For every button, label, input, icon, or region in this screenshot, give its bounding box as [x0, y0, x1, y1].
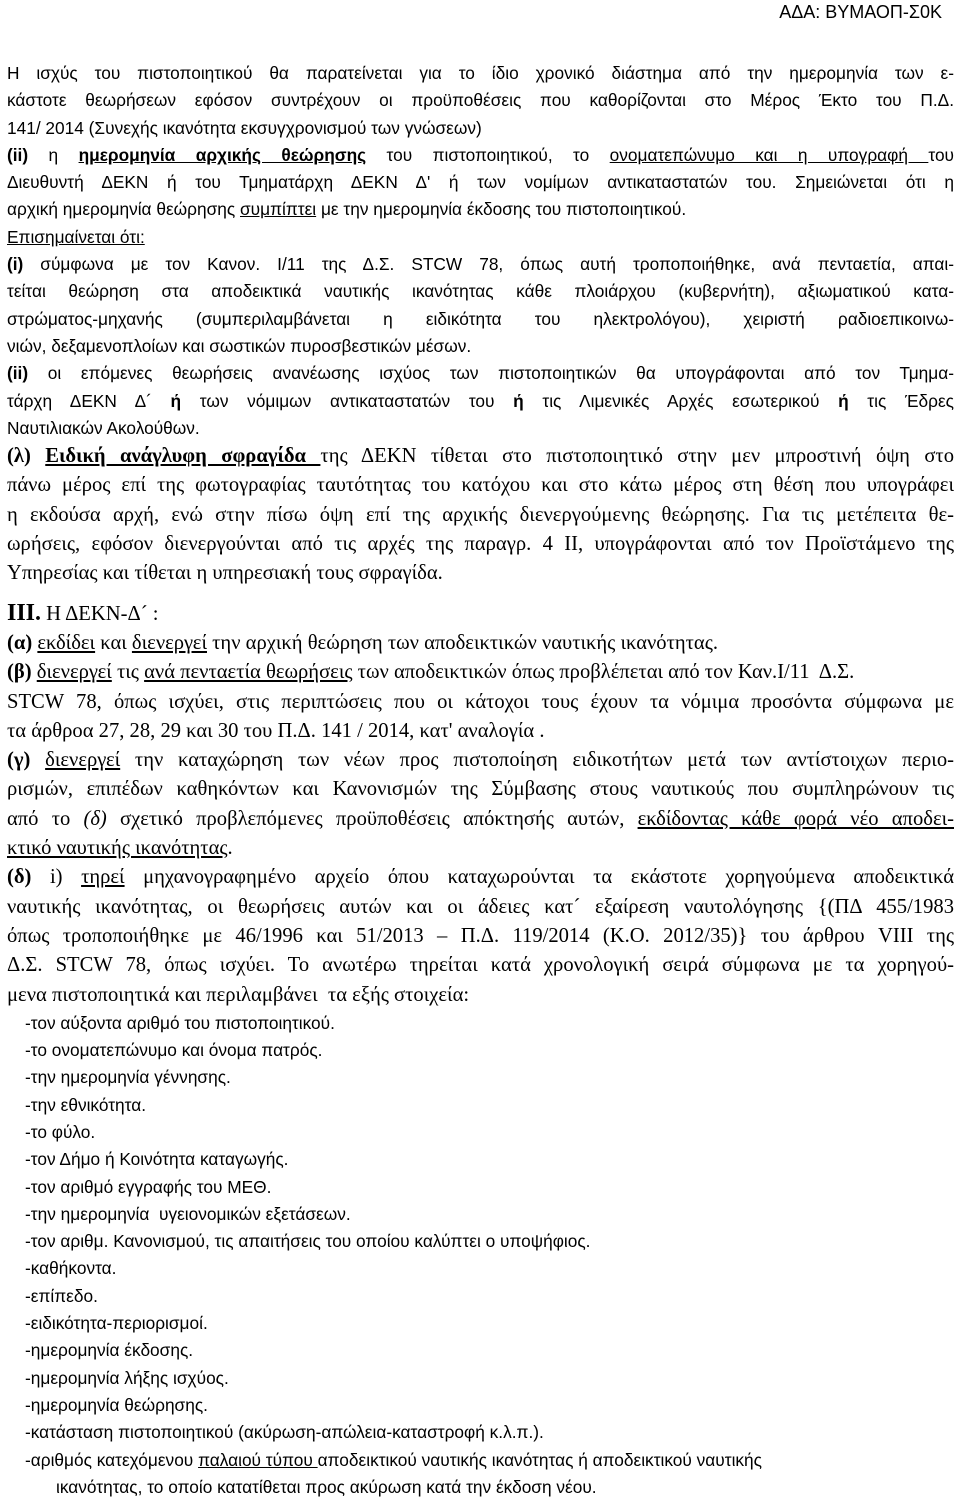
- list-item: -το φύλο.: [25, 1121, 96, 1142]
- emphasis-text: ή: [170, 390, 182, 411]
- ada-header: ΑΔΑ: ΒΥΜΑΟΠ-Σ0Κ: [779, 2, 942, 22]
- underlined-text: συμπίπτει: [240, 199, 317, 220]
- text-fragment: i): [31, 866, 82, 889]
- text-fragment: τις Έδρες: [848, 390, 954, 411]
- section-heading: [7, 599, 954, 629]
- item-number: (α): [7, 631, 33, 654]
- text-line: τα άρθροα 27, 28, 29 και 30 του Π.Δ. 141 / 2014, κατ' αναλογία .: [7, 719, 545, 742]
- text-fragment: μηχανογραφημένο αρχείο όπου καταχωρούνται τα εκάστοτε χορηγούμενα αποδεικτικά: [124, 866, 954, 889]
- text-line: Διευθυντή ΔΕΚΝ ή του Τμηματάρχη ΔΕΚΝ Δ' ή των νομίμων αντικαταστατών του. Σημειώνεται ότι η: [7, 172, 954, 193]
- text-line: τείται θεώρηση στα αποδεικτικά ναυτικής ικανότητας κάθε πλοιάρχου (κυβερνήτη), αξιωματικού κατα-: [7, 281, 954, 302]
- text-fragment: της ΔΕΚΝ τίθεται στο πιστοποιητικό στην μεν μπροστινή όψη στο: [320, 445, 954, 468]
- text-line: [7, 360, 954, 387]
- emphasis-text: ή: [838, 390, 849, 411]
- text-fragment: των νόμιμων αντικαταστατών του: [181, 390, 514, 411]
- text-line: [7, 834, 954, 863]
- text-line: [7, 442, 954, 471]
- document-body: [7, 60, 954, 1501]
- list-item: -τον αριθμ. Κανονισμού, τις απαιτήσεις του οποίου καλύπτει ο υποψήφιος.: [25, 1231, 591, 1252]
- item-number: (β): [7, 661, 32, 684]
- list-item: -ειδικότητα-περιορισμοί.: [25, 1313, 208, 1334]
- text-fragment: οι επόμενες θεωρήσεις ανανέωσης ισχύος των πιστοποιητικών θα υπογράφονται από τον Τμημα-: [28, 363, 954, 384]
- list-item: -το ονοματεπώνυμο και όνομα πατρός.: [25, 1040, 323, 1061]
- text-line: Υπηρεσίας και τίθεται η υπηρεσιακή τους σφραγίδα.: [7, 562, 443, 585]
- text-line: όπως τροποποιήθηκε με 46/1996 και 51/2013 – Π.Δ. 119/2014 (Κ.Ο. 2012/35)} του άρθρου VIII της: [7, 924, 954, 947]
- text-fragment: σχετικό προβλεπόμενες προϋποθέσεις απόκτησής αυτών,: [106, 807, 638, 830]
- emphasis-text: Ειδική ανάγλυφη σφραγίδα: [45, 445, 321, 468]
- text-line: [7, 863, 954, 892]
- underlined-text: τηρεί: [81, 866, 125, 889]
- underlined-text: παλαιού τύπου: [198, 1449, 318, 1470]
- text-fragment: αρχική ημερομηνία θεώρησης: [7, 199, 240, 220]
- text-line: [7, 251, 954, 278]
- text-line: STCW 78, όπως ισχύει, στις περιπτώσεις που οι κάτοχοι τους έχουν τα νόμιμα προσόντα σύμφωνα με: [7, 690, 954, 713]
- text-fragment: τις: [111, 661, 145, 684]
- text-fragment: η: [28, 144, 79, 165]
- text-fragment: και: [95, 631, 132, 654]
- text-line: Δ.Σ. STCW 78, όπως ισχύει. Το ανωτέρω τηρείται κατά χρονολογική σειρά σύμφωνα με τα χορηγού-: [7, 954, 954, 977]
- text-line: κάστοτε θεωρήσεων εφόσον συντρέχουν οι προϋποθέσεις που καθορίζονται στο Μέρος Έκτο του Π.Δ.: [7, 90, 954, 111]
- text-line: ωρήσεις, εφόσον διενεργούνται από τις αρχές της παραγρ. 4 ΙΙ, υπογράφονται από τον Προϊστάμενο της: [7, 533, 954, 556]
- text-fragment: την αρχική θεώρηση των αποδεικτικών ναυτικής ικανότητας.: [207, 631, 719, 654]
- item-number: (λ): [7, 445, 31, 468]
- text-fragment: σύμφωνα με τον Κανον. Ι/11 της Δ.Σ. STCW 78, όπως αυτή τροποποιήθηκε, ανά πενταετία, απαι-: [23, 254, 954, 275]
- text-line: [7, 388, 954, 415]
- text-line: [7, 658, 954, 687]
- text-fragment: από το: [7, 807, 84, 830]
- note-section: [7, 224, 954, 442]
- text-line: ναυτικής ικανότητας, οι θεωρήσεις αυτών και οι άδειες κατ´ εξαίρεση ναυτολόγησης {(ΠΔ 455/1983: [7, 895, 954, 918]
- underlined-text: διενεργεί: [45, 749, 121, 772]
- text-line: [7, 142, 954, 169]
- item-number: (i): [7, 254, 24, 275]
- text-line: Ναυτιλιακών Ακολούθων.: [7, 417, 200, 438]
- list-item: -ημερομηνία λήξης ισχύος.: [25, 1367, 229, 1388]
- text-fragment: του: [928, 144, 955, 165]
- text-line: 141/ 2014 (Συνεχής ικανότητα εκσυγχρονισμού των γνώσεων): [7, 117, 482, 138]
- text-line: στρώματος-μηχανής (συμπεριλαμβάνεται η ειδικότητα του ηλεκτρολόγου), χειριστή ραδιοεπικοινω-: [7, 308, 954, 329]
- list-item: -ημερομηνία έκδοσης.: [25, 1340, 194, 1361]
- underlined-text: διενεργεί: [36, 661, 112, 684]
- text-line: [7, 629, 954, 658]
- text-line: ρισμών, επιπέδων καθηκόντων και Κανονισμών της Σύμβασης στους ναυτικούς που συμπληρώνουν τις: [7, 778, 954, 801]
- text-fragment: των αποδεικτικών όπως προβλέπεται από τον Καν.Ι/11 Δ.Σ.: [352, 661, 855, 684]
- section-number: ΙΙΙ.: [7, 599, 42, 626]
- text-fragment: αποδεικτικού ναυτικής ικανότητας ή αποδεικτικού ναυτικής: [317, 1449, 762, 1470]
- text-fragment: τις Λιμενικές Αρχές εσωτερικού: [523, 390, 839, 411]
- text-line: νιών, δεξαμενοπλοίων και σωστικών πυροσβεστικών μέσων.: [7, 335, 472, 356]
- text-fragment: του πιστοποιητικού, το: [366, 144, 610, 165]
- section-title: Η ΔΕΚΝ-Δ´ :: [41, 602, 159, 625]
- list-item: -καθήκοντα.: [25, 1258, 117, 1279]
- text-fragment: με την ημερομηνία έκδοσης του πιστοποιητικού.: [316, 199, 687, 220]
- underlined-text: εκδίδοντας κάθε φορά νέο αποδει-: [637, 807, 954, 830]
- text-line: [7, 805, 954, 834]
- item-number: (δ): [7, 866, 32, 889]
- text-line: Η ισχύς του πιστοποιητικού θα παρατείνεται για το ίδιο χρονικό διάστημα από την ημερομηνία των ε-: [7, 63, 954, 83]
- emphasis-text: ημερομηνία αρχικής θεώρησης: [78, 144, 367, 165]
- text-fragment: την καταχώρηση των νέων προς πιστοποίηση ειδικοτήτων μετά των αντίστοιχων περιο-: [120, 749, 954, 772]
- records-list: [7, 1010, 954, 1501]
- text-line: πάνω μέρος επί της φωτογραφίας ταυτότητας του κατόχου και στο κάτω μέρος στη θέση που υπογράφει: [7, 474, 954, 497]
- text-fragment: .: [227, 837, 233, 860]
- text-fragment: -αριθμός κατεχόμενου: [25, 1449, 199, 1470]
- list-item: -την ημερομηνία υγειονομικών εξετάσεων.: [25, 1203, 351, 1224]
- emphasis-text: ή: [513, 390, 524, 411]
- list-item: -επίπεδο.: [25, 1285, 98, 1306]
- text-line: [7, 196, 954, 223]
- list-item: -κατάσταση πιστοποιητικού (ακύρωση-απώλεια-καταστροφή κ.λ.π.).: [25, 1422, 544, 1443]
- text-line: [7, 746, 954, 775]
- note-title: Επισημαίνεται ότι:: [7, 226, 145, 247]
- section-iii: [7, 599, 954, 1010]
- underlined-text: διενεργεί: [131, 631, 207, 654]
- initial-endorsement-paragraph: [7, 142, 954, 224]
- seal-paragraph: [7, 442, 954, 588]
- item-number: (ii): [7, 363, 29, 384]
- list-item: -την εθνικότητα.: [25, 1094, 147, 1115]
- list-item: -την ημερομηνία γέννησης.: [25, 1067, 231, 1088]
- text-fragment: τάρχη ΔΕΚΝ Δ´: [7, 390, 171, 411]
- list-item: -τον αριθμό εγγραφής του ΜΕΘ.: [25, 1176, 272, 1197]
- underlined-text: κτικό ναυτικής ικανότητας: [7, 837, 228, 860]
- list-item: -ημερομηνία θεώρησης.: [25, 1394, 208, 1415]
- text-line: μενα πιστοποιητικά και περιλαμβάνει τα εξής στοιχεία:: [7, 983, 470, 1006]
- underlined-text: ανά πενταετία θεωρήσεις: [144, 661, 353, 684]
- list-item: [25, 1447, 954, 1474]
- validity-paragraph: [7, 60, 954, 142]
- list-item: -τον Δήμο ή Κοινότητα καταγωγής.: [25, 1149, 289, 1170]
- list-item: -τον αύξοντα αριθμό του πιστοποιητικού.: [25, 1012, 335, 1033]
- text-line: η εκδούσα αρχή, ενώ στην πίσω όψη επί της αρχικής διενεργούμενης θεώρησης. Για τις μετέπειτα θε-: [7, 503, 954, 526]
- item-number: (ii): [7, 144, 29, 165]
- underlined-text: εκδίδει: [37, 631, 96, 654]
- italic-text: (δ): [83, 807, 107, 830]
- list-item-continuation: ικανότητας, το οποίο κατατίθεται προς ακύρωση κατά την έκδοση νέου.: [56, 1476, 597, 1497]
- underlined-text: ονοματεπώνυμο και η υπογραφή: [609, 144, 929, 165]
- item-number: (γ): [7, 749, 31, 772]
